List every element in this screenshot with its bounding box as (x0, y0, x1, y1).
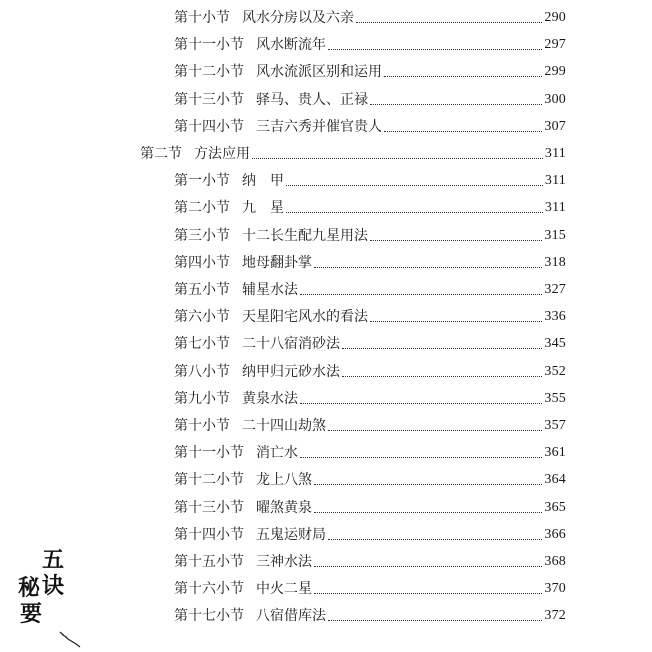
toc-entry-title: 黄泉水法 (242, 390, 298, 407)
toc-dot-leader (370, 239, 542, 241)
toc-entry-title: 中火二星 (256, 581, 312, 598)
toc-subsection-row (174, 220, 566, 244)
toc-entry-title: 消亡水 (256, 445, 298, 462)
toc-subsection-row (174, 111, 566, 135)
toc-entry-page: 297 (544, 37, 566, 53)
toc-entry-title: 三吉六秀并催官贵人 (256, 118, 382, 135)
toc-entry-title: 辅星水法 (242, 282, 298, 298)
toc-entry-number: 第十二小节 (174, 64, 244, 81)
toc-entry-page: 366 (544, 526, 566, 542)
toc-entry-title: 九 星 (242, 200, 284, 217)
toc-dot-leader (370, 320, 542, 322)
stamp-char: 五 (42, 548, 65, 573)
toc-entry-number: 第十二小节 (174, 472, 244, 489)
toc-entry-page: 370 (544, 581, 566, 597)
toc-dot-leader (328, 619, 542, 621)
toc-entry-number: 第十小节 (174, 418, 230, 434)
toc-subsection-row (174, 464, 566, 488)
toc-entry-page: 299 (544, 64, 566, 80)
toc-entry-number: 第十小节 (174, 10, 230, 26)
toc-subsection-row (174, 383, 566, 407)
toc-entry-page: 368 (544, 554, 566, 569)
toc-subsection-row (174, 84, 566, 108)
toc-entry-number: 第八小节 (174, 363, 230, 380)
toc-entry-page: 311 (544, 200, 566, 216)
toc-entry-page: 357 (544, 418, 566, 433)
toc-subsection-row (174, 492, 566, 516)
toc-subsection-row (174, 274, 566, 298)
toc-subsection-row (174, 56, 566, 80)
toc-dot-leader (370, 103, 542, 105)
toc-dot-leader (300, 293, 542, 295)
toc-dot-leader (314, 565, 542, 567)
toc-entry-title: 曜煞黄泉 (256, 499, 312, 516)
seal-stamp (18, 548, 78, 628)
toc-subsection-row (174, 356, 566, 380)
toc-subsection-row (174, 437, 566, 461)
toc-dot-leader (314, 483, 542, 485)
toc-entry-number: 第五小节 (174, 282, 230, 298)
toc-dot-leader (356, 21, 542, 23)
toc-entry-number: 第九小节 (174, 390, 230, 407)
toc-entry-title: 风水断流年 (256, 37, 326, 54)
toc-dot-leader (328, 48, 542, 50)
toc-dot-leader (342, 347, 542, 349)
stamp-char: 秘 (18, 576, 41, 601)
toc-subsection-row (174, 600, 566, 624)
toc-entry-number: 第十四小节 (174, 526, 244, 543)
toc-dot-leader (286, 211, 543, 213)
toc-entry-title: 三神水法 (256, 554, 312, 570)
toc-entry-number: 第十七小节 (174, 608, 244, 625)
toc-entry-title: 纳甲归元砂水法 (242, 363, 340, 380)
toc-entry-number: 第二节 (140, 146, 182, 162)
toc-subsection-row (174, 29, 566, 53)
toc-dot-leader (300, 456, 542, 458)
toc-dot-leader (314, 266, 542, 268)
toc-entry-title: 龙上八煞 (256, 472, 312, 489)
toc-dot-leader (328, 538, 542, 540)
toc-entry-number: 第十四小节 (174, 118, 244, 135)
toc-section-row (140, 138, 566, 162)
toc-entry-page: 336 (544, 309, 566, 325)
toc-entry-page: 327 (544, 282, 566, 297)
toc-entry-number: 第七小节 (174, 336, 230, 353)
toc-subsection-row (174, 192, 566, 216)
toc-entry-title: 驿马、贵人、正禄 (256, 91, 368, 108)
toc-dot-leader (314, 511, 542, 513)
toc-entry-number: 第十三小节 (174, 499, 244, 516)
toc-entry-title: 纳 甲 (242, 173, 284, 190)
toc-entry-page: 311 (544, 146, 566, 161)
toc-entry-title: 五鬼运财局 (256, 526, 326, 543)
toc-entry-number: 第四小节 (174, 254, 230, 271)
toc-subsection-row (174, 301, 566, 325)
toc-entry-title: 十二长生配九星用法 (242, 227, 368, 244)
toc-entry-number: 第十三小节 (174, 91, 244, 108)
toc-entry-title: 风水流派区别和运用 (256, 64, 382, 81)
toc-entry-number: 第三小节 (174, 227, 230, 244)
toc-subsection-row (174, 165, 566, 189)
toc-entry-page: 315 (544, 227, 566, 243)
toc-entry-number: 第十一小节 (174, 445, 244, 462)
toc-subsection-row (174, 247, 566, 271)
toc-subsection-row (174, 328, 566, 352)
toc-entry-number: 第二小节 (174, 200, 230, 217)
toc-subsection-row (174, 546, 566, 570)
toc-entry-page: 311 (544, 173, 566, 189)
toc-subsection-row (174, 573, 566, 597)
toc-entry-title: 二十八宿消砂法 (242, 336, 340, 353)
toc-entry-title: 天星阳宅风水的看法 (242, 309, 368, 326)
toc-entry-page: 365 (544, 499, 566, 515)
stamp-char: 要 (20, 602, 43, 627)
toc-entry-page: 345 (544, 336, 566, 352)
toc-entry-number: 第十一小节 (174, 37, 244, 54)
toc-subsection-row (174, 410, 566, 434)
toc-entry-page: 318 (544, 254, 566, 270)
toc-entry-page: 355 (544, 390, 566, 406)
toc-subsection-row (174, 519, 566, 543)
toc-entry-number: 第一小节 (174, 173, 230, 190)
toc-dot-leader (286, 184, 543, 186)
toc-entry-page: 361 (544, 445, 566, 461)
toc-dot-leader (384, 130, 542, 132)
toc-entry-title: 八宿借库法 (256, 608, 326, 625)
toc-dot-leader (252, 157, 543, 159)
toc-entry-number: 第十六小节 (174, 581, 244, 598)
toc-entry-page: 307 (544, 118, 566, 134)
toc-dot-leader (314, 592, 542, 594)
stamp-char: 诀 (42, 574, 65, 599)
toc-entry-number: 第六小节 (174, 309, 230, 326)
toc-dot-leader (328, 429, 542, 431)
toc-entry-page: 352 (544, 363, 566, 379)
scan-mark (58, 630, 82, 648)
toc-entry-page: 300 (544, 91, 566, 107)
toc-dot-leader (342, 375, 542, 377)
toc-dot-leader (384, 75, 542, 77)
toc-entry-title: 地母翻卦掌 (242, 254, 312, 271)
toc-entry-title: 二十四山劫煞 (242, 418, 326, 434)
toc-dot-leader (300, 402, 542, 404)
toc-entry-number: 第十五小节 (174, 554, 244, 570)
toc-entry-title: 风水分房以及六亲 (242, 10, 354, 26)
toc-entry-page: 372 (544, 608, 566, 624)
toc-entry-title: 方法应用 (194, 146, 250, 162)
toc-subsection-row (174, 2, 566, 26)
toc-entry-page: 290 (544, 10, 566, 25)
toc-entry-page: 364 (544, 472, 566, 488)
